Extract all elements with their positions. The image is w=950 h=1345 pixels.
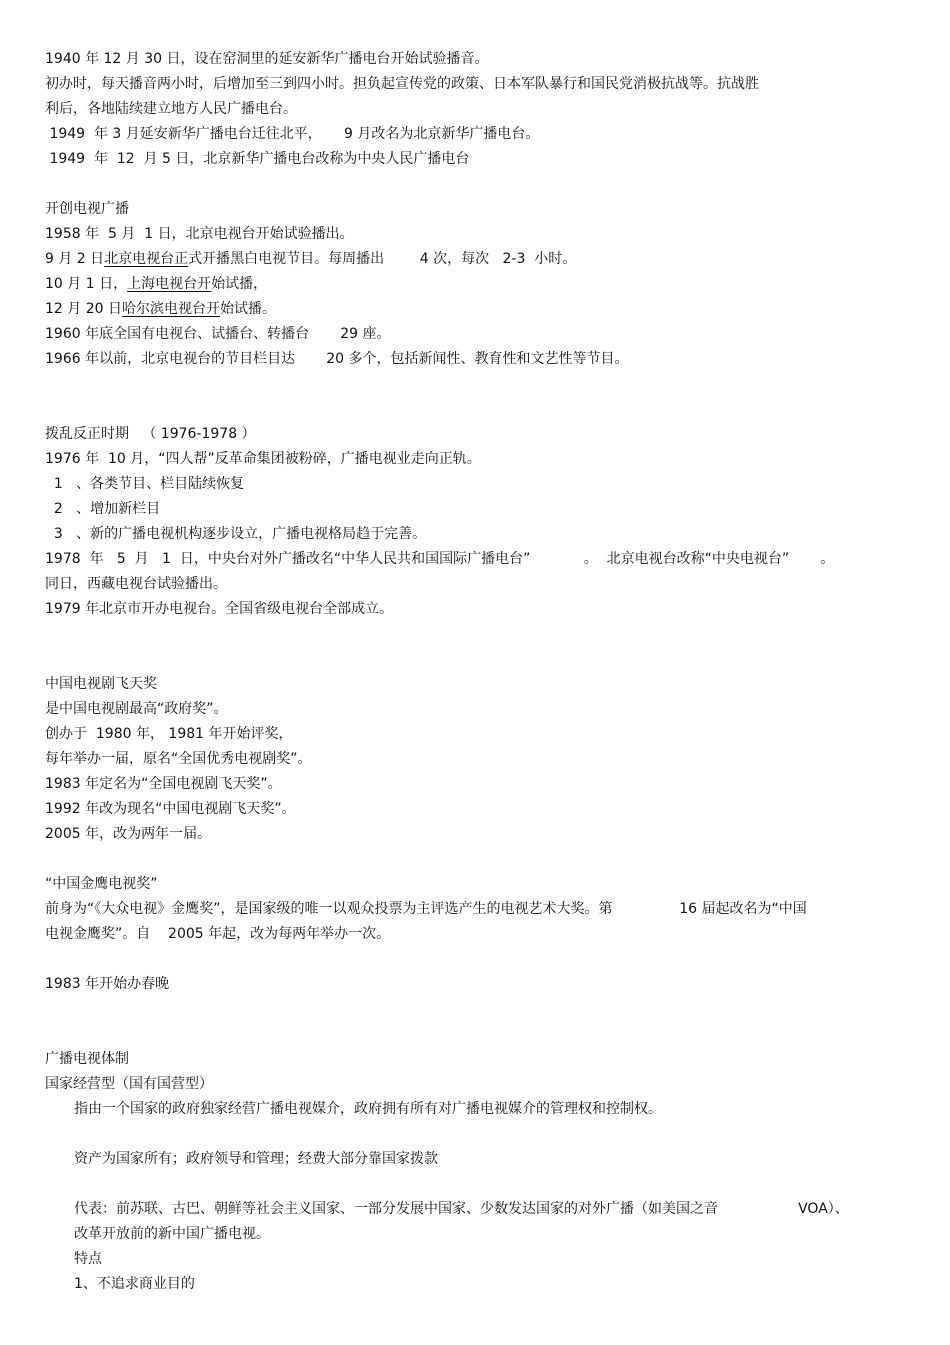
list-item: 1、不追求商业目的: [74, 1276, 195, 1292]
text-line: 1958 年 5 月 1 日，北京电视台开始试验播出。: [45, 226, 354, 242]
subheading: 特点: [74, 1251, 102, 1267]
text-line: 1949 年 3 月延安新华广播电台迁往北平， 9 月改名为北京新华广播电台。: [45, 126, 540, 142]
text-line: 1966 年以前，北京电视台的节目栏目达 20 多个，包括新闻性、教育性和文艺性等节目。: [45, 351, 629, 367]
paragraph: 改革开放前的新中国广播电视。: [74, 1226, 270, 1242]
list-item: 1 、各类节目、栏目陆续恢复: [45, 476, 245, 492]
section-heading: “中国金鹰电视奖”: [45, 876, 158, 892]
text-line: [45, 300, 276, 318]
paragraph: 资产为国家所有；政府领导和管理；经费大部分靠国家拨款: [74, 1151, 438, 1167]
text-line: 创办于 1980 年， 1981 年开始评奖，: [45, 726, 293, 742]
text-line: 同日，西藏电视台试验播出。: [45, 576, 227, 592]
text-line: 是中国电视剧最高“政府奖”。: [45, 701, 228, 717]
section-heading: 广播电视体制: [45, 1051, 129, 1067]
text-line: 1983 年定名为“全国电视剧飞天奖”。: [45, 776, 282, 792]
text-line: 2005 年，改为两年一届。: [45, 826, 212, 842]
text-line: 每年举办一届，原名“全国优秀电视剧奖”。: [45, 751, 312, 767]
text-line: 1979 年北京市开办电视台。全国省级电视台全部成立。: [45, 601, 394, 617]
text-line: [45, 250, 576, 268]
text-span: 12 月 20 日: [45, 301, 122, 317]
text-line: 电视金鹰奖”。自 2005 年起，改为每两年举办一次。: [45, 926, 391, 942]
paragraph: 代表：前苏联、古巴、朝鲜等社会主义国家、一部分发展中国家、少数发达国家的对外广播（如美国之音 VOA）、: [74, 1201, 849, 1217]
underlined-text: 北京电视台正: [104, 251, 189, 267]
text-span: 始试播。: [219, 301, 276, 317]
text-line: [45, 275, 267, 293]
underlined-text: 上海电视台开: [127, 276, 212, 292]
list-item: 3 、新的广播电视机构逐步设立，广播电视格局趋于完善。: [45, 526, 427, 542]
text-line: 前身为“《大众电视》金鹰奖”，是国家级的唯一以观众投票为主评选产生的电视艺术大奖。第 16 届起改名为“中国: [45, 901, 807, 917]
text-line: 1960 年底全国有电视台、试播台、转播台 29 座。: [45, 326, 391, 342]
text-span: 始试播，: [211, 276, 268, 292]
text-span: 10 月 1 日，: [45, 276, 128, 292]
text-line: 1976 年 10 月，“四人帮”反革命集团被粉碎，广播电视业走向正轨。: [45, 451, 481, 467]
section-heading: 中国电视剧飞天奖: [45, 676, 157, 692]
list-item: 2 、增加新栏目: [45, 501, 161, 517]
text-line: 1983 年开始办春晚: [45, 976, 170, 992]
text-line: 初办时，每天播音两小时，后增加至三到四小时。担负起宣传党的政策、日本军队暴行和国民党消极抗战等。抗战胜: [45, 76, 759, 92]
text-line: 1992 年改为现名“中国电视剧飞天奖”。: [45, 801, 296, 817]
subheading: 国家经营型（国有国营型）: [45, 1076, 213, 1092]
paragraph: 指由一个国家的政府独家经营广播电视媒介，政府拥有所有对广播电视媒介的管理权和控制权。: [74, 1101, 662, 1117]
text-line: 1978 年 5 月 1 日，中央台对外广播改名“中华人民共和国国际广播电台” 。 北京电视台改称“中央电视台” 。: [45, 551, 835, 567]
text-span: 式开播黑白电视节目。每周播出 4 次，每次 2-3 小时。: [188, 251, 577, 267]
text-line: 利后，各地陆续建立地方人民广播电台。: [45, 101, 297, 117]
underlined-text: 哈尔滨电视台开: [121, 301, 220, 317]
section-heading: 开创电视广播: [45, 201, 129, 217]
text-line: 1940 年 12 月 30 日，设在窑洞里的延安新华广播电台开始试验播音。: [45, 51, 489, 67]
text-span: 9 月 2 日: [45, 251, 105, 267]
section-heading: 拨乱反正时期 （ 1976-1978 ）: [45, 426, 256, 442]
text-line: 1949 年 12 月 5 日，北京新华广播电台改称为中央人民广播电台: [45, 151, 470, 167]
